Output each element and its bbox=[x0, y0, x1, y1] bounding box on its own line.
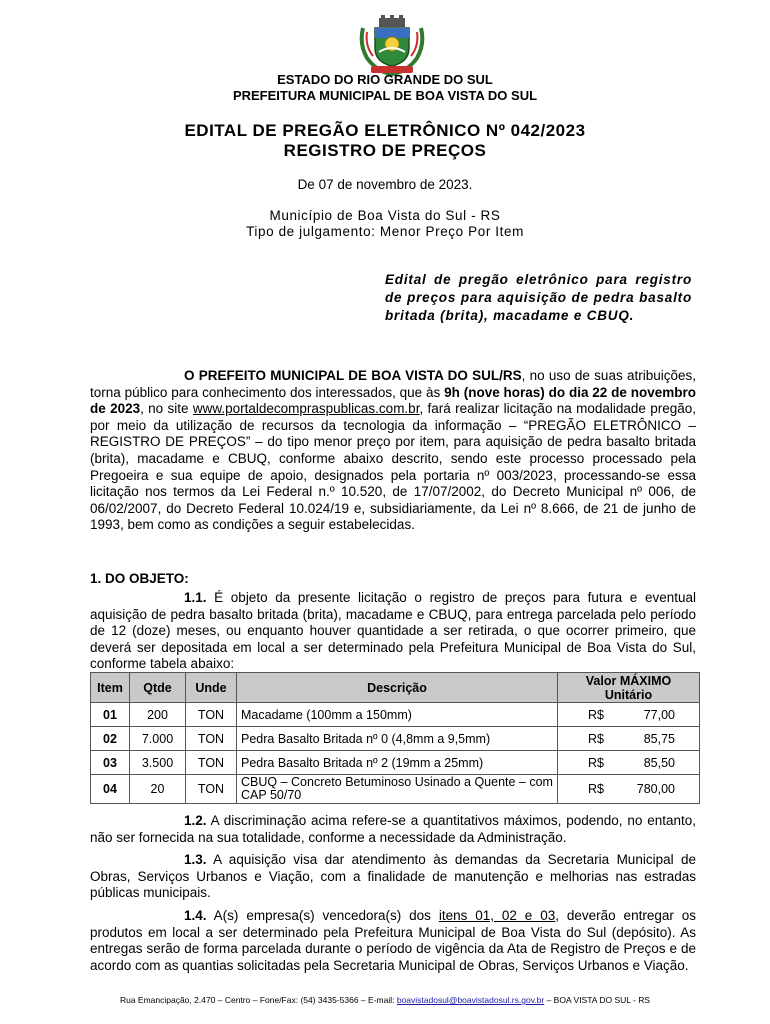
items-table bbox=[90, 672, 700, 804]
mayor-lead: O PREFEITO MUNICIPAL DE BOA VISTA DO SUL/RS bbox=[184, 368, 522, 383]
clause-1-2: 1.2. A discriminação acima refere-se a quantitativos máximos, podendo, no entanto, não ser fornecida na sua totalidade, conforme a necessidade da Administração. bbox=[90, 813, 696, 845]
document-subtitle: REGISTRO DE PREÇOS bbox=[283, 141, 487, 160]
session-datetime: 9h (nove horas) do dia 22 de novembro de 2023 bbox=[90, 384, 696, 417]
edital-summary: Edital de pregão eletrônico para registro de preços para aquisição de pedra basalto britada (brita), macadame e CBUQ. bbox=[385, 272, 692, 323]
state-header: ESTADO DO RIO GRANDE DO SUL bbox=[277, 72, 493, 87]
clause-1-3: 1.3. A aquisição visa dar atendimento às demandas da Secretaria Municipal de Obras, Serviços Urbanos e Viação, com a finalidade de manutenção e melhorias nas estradas públicas municipais. bbox=[90, 852, 696, 901]
judgment-type-line: Tipo de julgamento: Menor Preço Por Item bbox=[246, 224, 524, 239]
table-row: 04 20 TON CBUQ – Concreto Betuminoso Usinado a Quente – com CAP 50/70 R$ 780,00 bbox=[91, 775, 700, 804]
col-header-description: Descrição bbox=[237, 673, 558, 703]
clause-1-1: 1.1. É objeto da presente licitação o registro de preços para futura e eventual aquisição de pedra basalto britada (brita), macadame e CBUQ, para entrega parcelada pelo período de 12 (doze) meses, ou enquanto houver quantidade a ser retirada, o que ocorrer primeiro, que deverá ser depositada em local a ser determinado pela Prefeitura Municipal de Boa Vista do Sul, conforme tabela abaixo: bbox=[90, 590, 696, 672]
document-title: EDITAL DE PREGÃO ELETRÔNICO Nº 042/2023 bbox=[184, 121, 586, 140]
table-row: 02 7.000 TON Pedra Basalto Britada nº 0 (4,8mm a 9,5mm) R$ 85,75 bbox=[91, 727, 700, 751]
table-header-row bbox=[91, 673, 700, 703]
page-footer: Rua Emancipação, 2.470 – Centro – Fone/Fax: (54) 3435-5366 – E-mail: boavistadosul@boavistadosul.rs.gov.br – BOA VISTA DO SUL - RS bbox=[119, 995, 651, 1005]
table-row: 01 200 TON Macadame (100mm a 150mm) R$ 77,00 bbox=[91, 703, 700, 727]
table-row: 03 3.500 TON Pedra Basalto Britada nº 2 (19mm a 25mm) R$ 85,50 bbox=[91, 751, 700, 775]
municipal-coat-of-arms-logo bbox=[357, 14, 427, 76]
prefecture-header: PREFEITURA MUNICIPAL DE BOA VISTA DO SUL bbox=[232, 88, 538, 103]
clause-1-4: 1.4. A(s) empresa(s) vencedora(s) dos itens 01, 02 e 03, deverão entregar os produtos em local a ser determinado pela Prefeitura Municipal de Boa Vista do Sul (depósito). As entregas serão de forma parcelada durante o período de vigência da Ata de Registro de Preços e de acordo com as quantias solicitadas pela Secretaria Municipal de Obras, Serviços Urbanos e Viação. bbox=[90, 908, 696, 973]
items-reference: itens 01, 02 e 03 bbox=[438, 908, 556, 923]
section-heading-object: 1. DO OBJETO: bbox=[90, 571, 189, 586]
document-date: De 07 de novembro de 2023. bbox=[297, 177, 473, 192]
municipality-line: Município de Boa Vista do Sul - RS bbox=[269, 208, 501, 223]
col-header-max-value: Valor MÁXIMO Unitário bbox=[558, 673, 700, 703]
col-header-item: Item bbox=[91, 673, 130, 703]
portal-link[interactable]: www.portaldecompraspublicas.com.br bbox=[192, 401, 420, 417]
intro-paragraph: O PREFEITO MUNICIPAL DE BOA VISTA DO SUL/RS, no uso de suas atribuições, torna público para conhecimento dos interessados, que às 9h (nove horas) do dia 22 de novembro de 2023, no site www.portaldecompraspublicas.com.br, fará realizar licitação na modalidade pregão, por meio da utilização de recursos da tecnologia da informação – “PREGÃO ELETRÔNICO – REGISTRO DE PREÇOS” – do tipo menor preço por item, para aquisição de pedra basalto britada (brita), macadame e CBUQ, conforme abaixo descrito, sendo este processo processado pela Pregoeira e sua equipe de apoio, designados pela portaria nº 003/2023, processando-se essa licitação nos termos da Lei Federal n.º 10.520, de 17/07/2002, do Decreto Municipal nº 006, de 06/02/2007, do Decreto Federal 10.024/19 e, subsidiariamente, da Lei nº 8.666, de 21 de junho de 1993, bem como as condições a seguir estabelecidas. bbox=[90, 368, 696, 533]
col-header-unit: Unde bbox=[186, 673, 237, 703]
footer-email-link[interactable]: boavistadosul@boavistadosul.rs.gov.br bbox=[396, 995, 545, 1005]
col-header-qty: Qtde bbox=[130, 673, 186, 703]
